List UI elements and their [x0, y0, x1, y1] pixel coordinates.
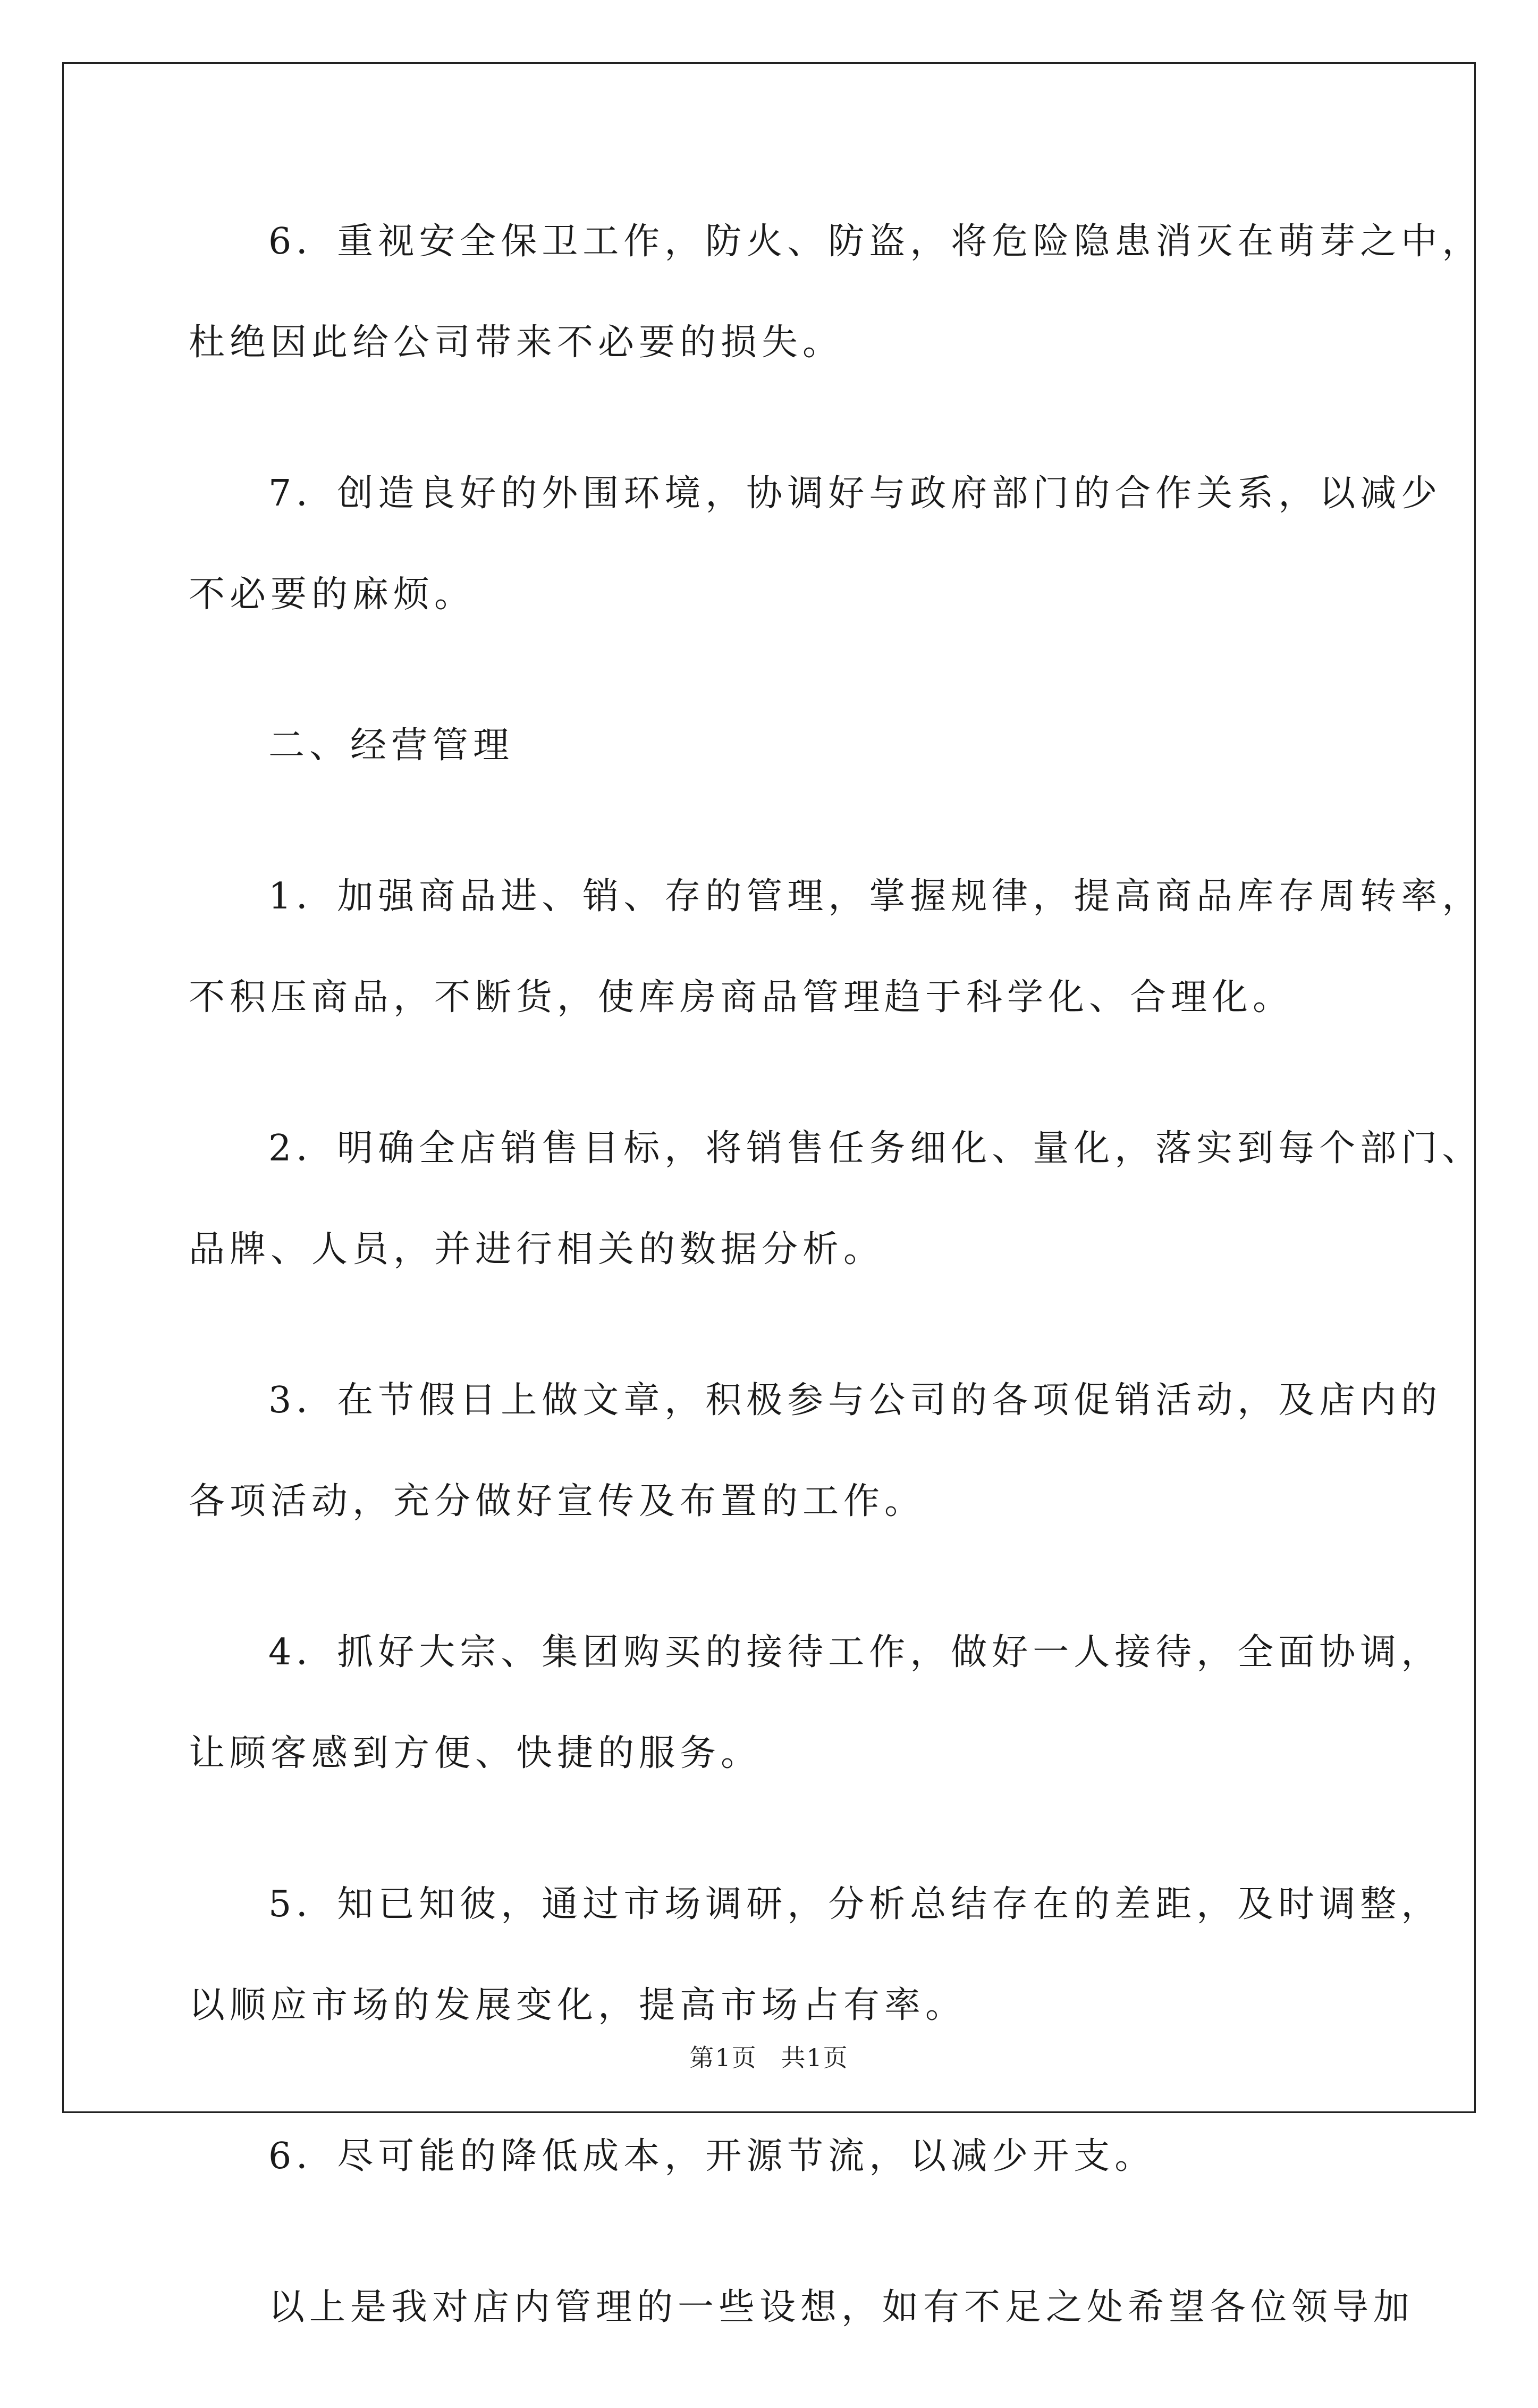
paragraph-safety [189, 191, 1483, 393]
paragraph-line: 不积压商品，不断货，使库房商品管理趋于科学化、合理化。 [189, 976, 1294, 1018]
paragraph-group-purchase [189, 1602, 1442, 1804]
paragraph-line: 1．加强商品进、销、存的管理，掌握规律，提高商品库存周转率， [268, 875, 1483, 917]
paragraph-line: 各项活动，充分做好宣传及布置的工作。 [189, 1480, 926, 1522]
paragraph-line: 7．创造良好的外围环境，协调好与政府部门的合作关系，以减少 [268, 473, 1442, 515]
section-heading [189, 695, 1353, 796]
paragraph-cost [189, 2106, 1353, 2207]
paragraph-inventory [189, 846, 1483, 1048]
paragraph-line: 以上是我对店内管理的一些设想，如有不足之处希望各位领导加 [268, 2286, 1415, 2328]
section-heading-text: 二、经营管理 [268, 725, 514, 767]
paragraph-line: 2．明确全店销售目标，将销售任务细化、量化，落实到每个部门、 [268, 1127, 1483, 1169]
paragraph-line: 6．尽可能的降低成本，开源节流，以减少开支。 [268, 2135, 1156, 2177]
paragraph-line: 5．知已知彼，通过市场调研，分析总结存在的差距，及时调整， [268, 1883, 1442, 1925]
paragraph-holiday [189, 1350, 1442, 1552]
paragraph-environment [189, 443, 1442, 645]
paragraph-closing [189, 2257, 1415, 2358]
paragraph-sales-target [189, 1098, 1483, 1300]
paragraph-line: 4．抓好大宗、集团购买的接待工作，做好一人接待，全面协调， [268, 1631, 1442, 1673]
page-number-total: 共1页 [781, 2043, 849, 2072]
paragraph-line: 杜绝因此给公司带来不必要的损失。 [189, 322, 844, 364]
document-body [189, 191, 1483, 2408]
paragraph-line: 以顺应市场的发展变化，提高市场占有率。 [189, 1984, 967, 2026]
paragraph-line: 3．在节假日上做文章，积极参与公司的各项促销活动，及店内的 [268, 1379, 1442, 1421]
page-footer [0, 2039, 1538, 2074]
paragraph-line: 让顾客感到方便、快捷的服务。 [189, 1732, 762, 1774]
paragraph-line: 不必要的麻烦。 [189, 574, 476, 616]
paragraph-line: 6．重视安全保卫工作，防火、防盗，将危险隐患消灭在萌芽之中， [268, 221, 1483, 263]
page-number-current: 第1页 [689, 2043, 757, 2072]
paragraph-line: 品牌、人员，并进行相关的数据分析。 [189, 1228, 885, 1270]
paragraph-market-research [189, 1854, 1442, 2056]
